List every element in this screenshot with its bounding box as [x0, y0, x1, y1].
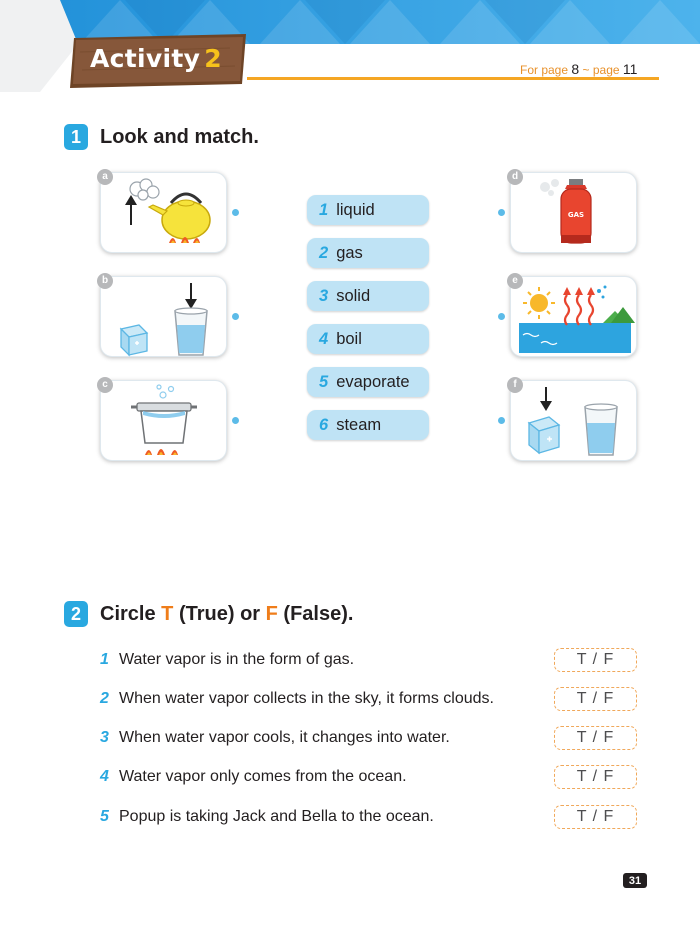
for-page-label: For page	[520, 63, 569, 77]
page-reference	[520, 61, 637, 77]
page-to: 11	[622, 61, 638, 77]
match-dot-c[interactable]	[232, 417, 239, 424]
tf-item-text: Popup is taking Jack and Bella to the ocean.	[119, 808, 434, 825]
word-pill-1	[307, 195, 429, 225]
picture-card-b	[100, 276, 227, 357]
tf-answer-box[interactable]: T / F	[554, 805, 637, 829]
tf-item-number: 2	[100, 690, 109, 707]
activity-label: Activity	[90, 44, 201, 73]
match-dot-b[interactable]	[232, 313, 239, 320]
match-dot-e[interactable]	[498, 313, 505, 320]
match-dot-a[interactable]	[232, 209, 239, 216]
word-number: 1	[319, 200, 329, 219]
page-word: page	[592, 63, 620, 77]
header-rule	[247, 77, 659, 80]
title-f-letter: F	[265, 602, 278, 625]
activity-title	[90, 44, 222, 73]
word-pill-3	[307, 281, 429, 311]
title-false-word: (False).	[283, 602, 354, 625]
match-dot-d[interactable]	[498, 209, 505, 216]
word-pill-2	[307, 238, 429, 268]
section-1-heading	[64, 124, 259, 150]
title-true-word: (True)	[178, 602, 235, 625]
page-number: 31	[623, 873, 647, 888]
section-1-title: Look and match.	[100, 125, 259, 148]
title-or-word: or	[240, 602, 261, 625]
tf-item-number: 5	[100, 808, 109, 825]
title-circle-word: Circle	[100, 602, 156, 625]
picture-card-c	[100, 380, 227, 461]
picture-card-f	[510, 380, 637, 461]
word-number: 4	[319, 329, 329, 348]
tf-item-text: Water vapor is in the form of gas.	[119, 651, 355, 668]
tf-item-number: 4	[100, 768, 109, 785]
tf-item-text: When water vapor cools, it changes into water.	[119, 729, 450, 746]
tf-item-5	[100, 805, 640, 831]
picture-card-e	[510, 276, 637, 357]
tf-item-1	[100, 648, 640, 674]
word-label: steam	[336, 415, 382, 434]
title-t-letter: T	[161, 602, 174, 625]
section-1-number: 1	[64, 124, 88, 150]
gas-tank-icon	[511, 173, 638, 254]
gas-tank-label: GAS	[567, 211, 585, 219]
section-2-heading	[64, 601, 353, 627]
tf-answer-box[interactable]: T / F	[554, 687, 637, 711]
ice-cube-and-water-glass-icon	[511, 381, 638, 462]
activity-number: 2	[204, 44, 222, 73]
tf-item-number: 3	[100, 729, 109, 746]
tf-item-text: When water vapor collects in the sky, it forms clouds.	[119, 690, 494, 707]
word-pill-6	[307, 410, 429, 440]
picture-card-a	[100, 172, 227, 253]
card-letter-e: e	[507, 273, 523, 289]
word-number: 6	[319, 415, 329, 434]
tf-item-number: 1	[100, 651, 109, 668]
card-letter-b: b	[97, 273, 113, 289]
tf-item-text: Water vapor only comes from the ocean.	[119, 768, 407, 785]
page-from: 8	[571, 61, 580, 77]
tf-answer-box[interactable]: T / F	[554, 648, 637, 672]
tf-item-2	[100, 687, 640, 713]
word-number: 2	[319, 243, 329, 262]
word-label: boil	[336, 329, 362, 348]
tf-item-3	[100, 726, 640, 752]
section-2-number: 2	[64, 601, 88, 627]
range-separator: ~	[582, 63, 590, 77]
tf-answer-box[interactable]: T / F	[554, 765, 637, 789]
word-label: evaporate	[336, 372, 410, 391]
ice-cube-and-water-glass-icon	[101, 277, 228, 358]
tf-answer-box[interactable]: T / F	[554, 726, 637, 750]
card-letter-d: d	[507, 169, 523, 185]
match-dot-f[interactable]	[498, 417, 505, 424]
card-letter-c: c	[97, 377, 113, 393]
sun-evaporation-sea-icon	[511, 277, 638, 358]
word-pill-4	[307, 324, 429, 354]
word-label: gas	[336, 243, 363, 262]
word-pill-5	[307, 367, 429, 397]
word-label: solid	[336, 286, 371, 305]
word-label: liquid	[336, 200, 375, 219]
picture-card-d	[510, 172, 637, 253]
tf-item-4	[100, 765, 640, 791]
boiling-pot-icon	[101, 381, 228, 462]
kettle-boiling-icon	[101, 173, 228, 254]
header-corner-shape	[0, 0, 78, 92]
word-number: 5	[319, 372, 329, 391]
section-2-title	[100, 603, 353, 626]
card-letter-f: f	[507, 377, 523, 393]
card-letter-a: a	[97, 169, 113, 185]
word-number: 3	[319, 286, 329, 305]
